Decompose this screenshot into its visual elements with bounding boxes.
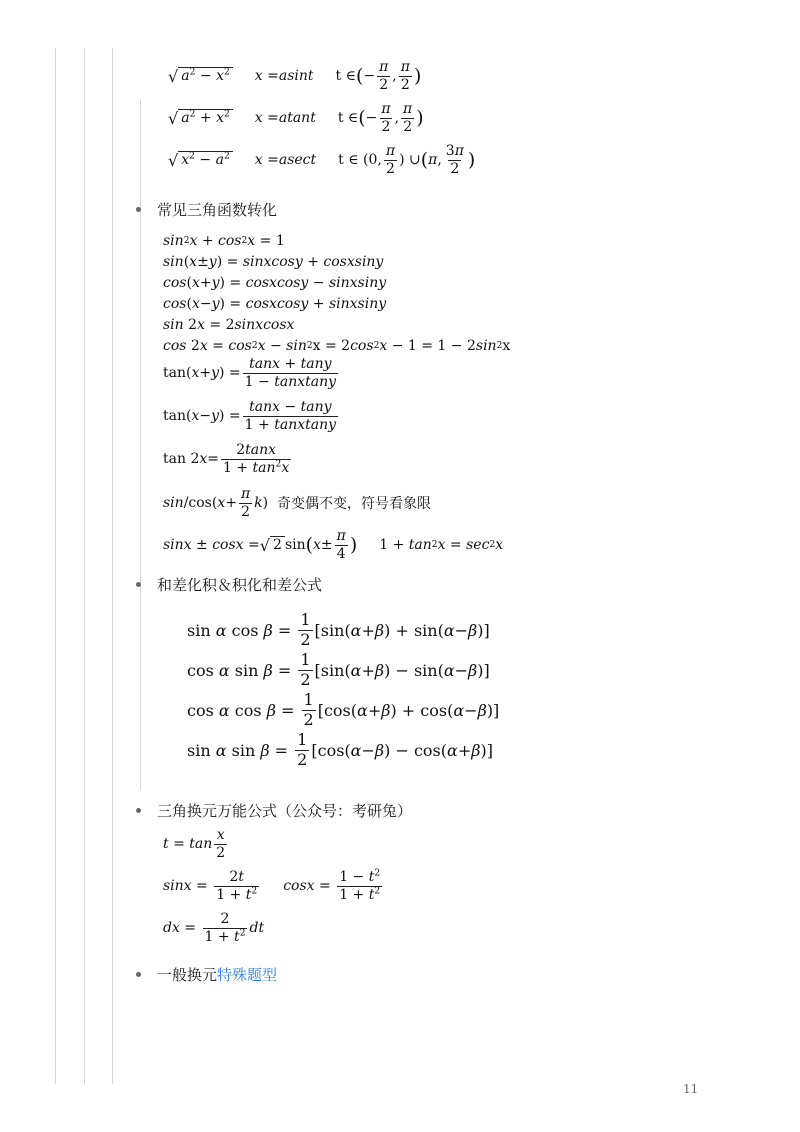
substitution-row: √ $x^2 - a^2$ x = asect t ∈ (0, $\frac{\pi}{2}$ ) ∪ ( π , $\frac{3\pi}{2}$ ) bbox=[168, 143, 476, 177]
substitution-row: √ $a^2 - x^2$ x = asint t ∈ ( − $\frac{\pi}{2}$ , $\frac{\pi}{2}$ ) bbox=[168, 59, 422, 93]
identity-line: tan 2 x = $\frac{2\tan x}{1 + \tan^2x}$ bbox=[163, 442, 290, 476]
identity-line: sin ( x ± y ) = sinxcosy + cosxsiny bbox=[163, 254, 384, 270]
section-heading bbox=[136, 800, 412, 821]
formula-line: sin α cos β = $\frac{1}{2}$ [sin( α + β ) + sin( α − β )] bbox=[187, 610, 490, 649]
formula-line: sinx = $\frac{2t}{1 + t^2}$ cosx = $\frac{1 - t^2}{1 + t^2}$ bbox=[163, 868, 381, 903]
margin-rule bbox=[112, 48, 113, 1084]
identity-line: sin /cos( x + $\frac{\pi}{2}$ k ) 奇变偶不变，符号看象限 bbox=[163, 486, 432, 520]
identity-line: cos ( x + y ) = cosxcosy − sinxsiny bbox=[163, 275, 387, 291]
identity-line: sin 2 x = 2 sinxcosx bbox=[163, 317, 295, 333]
identity-line: tan( x + y ) = $\frac{\tan x + \tan y}{\text{1 − tanxtany}}$ bbox=[163, 356, 337, 390]
identity-line: sin 2 x + cos 2 x = 1 bbox=[163, 233, 285, 249]
section-title: 三角换元万能公式（公众号：考研兔） bbox=[157, 802, 413, 820]
section-heading bbox=[136, 199, 277, 220]
bullet-dot bbox=[136, 808, 141, 813]
special-topics-link[interactable]: 特殊题型 bbox=[217, 966, 278, 984]
bullet-dot bbox=[136, 207, 141, 212]
formula-line: cos α cos β = $\frac{1}{2}$ [cos( α + β ) + cos( α − β )] bbox=[187, 690, 500, 729]
formula-line: sin α sin β = $\frac{1}{2}$ [cos( α − β ) − cos( α + β )] bbox=[187, 730, 493, 769]
margin-rule bbox=[84, 48, 85, 1084]
margin-rule bbox=[55, 48, 56, 1084]
substitution-row: √ $a^2 + x^2$ x = atant t ∈ ( − $\frac{\pi}{2}$ , $\frac{\pi}{2}$ ) bbox=[168, 101, 424, 135]
section-heading bbox=[136, 964, 277, 985]
parity-rule-text: 奇变偶不变，符号看象限 bbox=[277, 496, 432, 513]
identity-line: sinx ± cosx = √ 2 sin ( x ± $\frac{\pi}{4}$ ) 1 + tan 2 x = sec 2 x bbox=[163, 528, 504, 562]
section-heading bbox=[136, 574, 322, 595]
formula-line: t = tan $\frac{x}{2}$ bbox=[163, 827, 226, 861]
section-title: 和差化积＆积化和差公式 bbox=[157, 576, 323, 594]
section-title: 常见三角函数转化 bbox=[157, 201, 278, 219]
formula-line: dx = $\frac{2}{1 + t^2}$ dt bbox=[163, 911, 265, 945]
page-number: 11 bbox=[683, 1082, 699, 1096]
bullet-dot bbox=[136, 972, 141, 977]
identity-line: cos 2 x = cos 2 x − sin 2 x = 2 cos 2 x − 1 = 1 − 2 sin 2 x bbox=[163, 338, 511, 354]
bullet-dot bbox=[136, 582, 141, 587]
formula-line: cos α sin β = $\frac{1}{2}$ [sin( α + β ) − sin( α − β )] bbox=[187, 650, 490, 689]
identity-line: tan( x − y ) = $\frac{\tan x - \tan y}{\text{1 + tanxtany}}$ bbox=[163, 399, 337, 433]
section-title: 一般换元 bbox=[157, 966, 218, 984]
identity-line: cos ( x − y ) = cosxcosy + sinxsiny bbox=[163, 296, 387, 312]
